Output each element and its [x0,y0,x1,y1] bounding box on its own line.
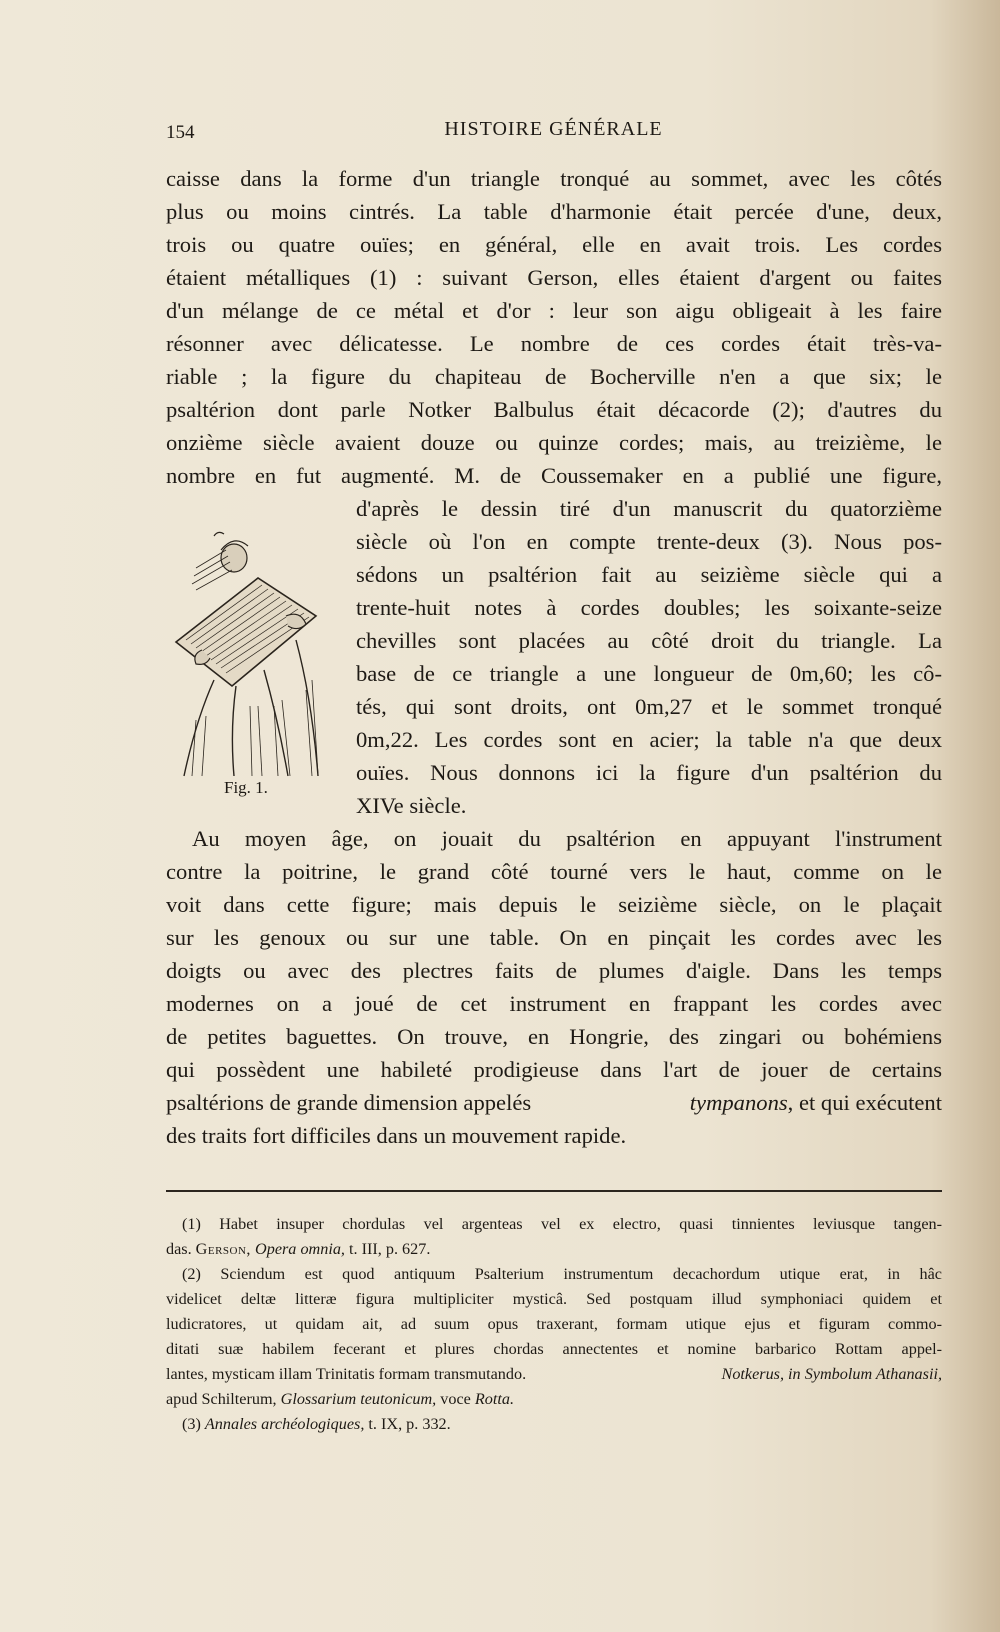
body-text-bottom [166,822,942,1152]
footnote-text: t. III, p. 627. [349,1240,431,1258]
text-line: onzième siècle avaient douze ou quinze cordes; mais, au treizième, le [166,430,942,455]
body-text-top [166,162,942,492]
italic-term: tympanons [689,1090,788,1115]
text-line: plus ou moins cintrés. La table d'harmonie était percée d'une, deux, [166,199,942,224]
text-line: XIVe siècle. [356,793,467,818]
author-name: Gerson, [195,1240,251,1258]
page-number: 154 [166,122,195,143]
text-fragment: psaltérions de grande dimension appelés [166,1090,532,1115]
page-header [166,118,941,148]
text-line: sur les genoux ou sur une table. On en pinçait les cordes avec les [166,925,942,950]
footnote-line: videlicet deltæ litteræ figura multipliciter mysticâ. Sed postquam illud symphoniaci quidem et [166,1290,942,1308]
text-line: caisse dans la forme d'un triangle tronqué au sommet, avec les côtés [166,166,942,191]
footnote-line [166,1412,942,1437]
text-line: qui possèdent une habileté prodigieuse dans l'art de jouer de certains [166,1057,942,1082]
text-line: riable ; la figure du chapiteau de Bocherville n'en a que six; le [166,364,942,389]
text-line: d'un mélange de ce métal et d'or : leur son aigu obligeait à les faire [166,298,942,323]
footnote-line [166,1387,942,1412]
body-text-wrapped [356,492,942,822]
text-line: résonner avec délicatesse. Le nombre de ces cordes était très-va- [166,331,942,356]
footnote-line [166,1362,942,1387]
text-line: étaient métalliques (1) : suivant Gerson, elles étaient d'argent ou faites [166,265,942,290]
footnote-text: lantes, mysticam illam Trinitatis formam transmutando. [166,1365,527,1383]
text-fragment [690,1086,942,1119]
work-title: Rotta. [474,1390,514,1408]
text-line: base de ce triangle a une longueur de 0m,60; les cô- [356,661,942,686]
footnote-line: ludicratores, ut quidam ait, ad suum opus traxerant, formam utique ejus et figuram commo- [166,1315,942,1333]
text-line: doigts ou avec des plectres faits de plumes d'aigle. Dans les temps [166,958,942,983]
work-title: Notkerus, in Symbolum Athanasii, [721,1365,942,1383]
text-line: contre la poitrine, le grand côté tourné vers le haut, comme on le [166,859,942,884]
text-line: tés, qui sont droits, ont 0m,27 et le sommet tronqué [356,694,942,719]
text-line: modernes on a joué de cet instrument en frappant les cordes avec [166,991,942,1016]
work-title: Opera omnia, [255,1240,345,1258]
footnote-line: (2) Sciendum est quod antiquum Psalterium instrumentum decachordum utique erat, in hâc [182,1265,942,1283]
text-fragment: , et qui exécutent [787,1090,942,1115]
footnote-line: (1) Habet insuper chordulas vel argenteas vel ex electro, quasi tinnientes leviusque tangen- [182,1215,942,1233]
text-line: 0m,22. Les cordes sont en acier; la table n'a que deux [356,727,942,752]
text-line: siècle où l'on en compte trente-deux (3). Nous pos- [356,529,942,554]
text-line: voit dans cette figure; mais depuis le seizième siècle, on le plaçait [166,892,942,917]
footnote-text: t. IX, p. 332. [368,1415,451,1433]
footnote-text: voce [440,1390,471,1408]
text-line: trois ou quatre ouïes; en général, elle en avait trois. Les cordes [166,232,942,257]
text-line: chevilles sont placées au côté droit du triangle. La [356,628,942,653]
text-line: Au moyen âge, on jouait du psaltérion en appuyant l'instrument [192,826,942,851]
text-line: des traits fort difficiles dans un mouvement rapide. [166,1123,627,1148]
text-line [166,1086,942,1119]
footnote-text: apud Schilterum, [166,1390,277,1408]
footnote-separator [166,1190,942,1192]
text-line: psaltérion dont parle Notker Balbulus était décacorde (2); d'autres du [166,397,942,422]
text-line: trente-huit notes à cordes doubles; les soixante-seize [356,595,942,620]
footnotes [166,1212,942,1437]
text-line: ouïes. Nous donnons ici la figure d'un psaltérion du [356,760,942,785]
footnote-line: ditati suæ habilem fecerant et plures chordas annectentes et nomine barbarico Rottam appel- [166,1340,942,1358]
work-title: Annales archéologiques, [204,1415,365,1433]
work-title: Glossarium teutonicum, [280,1390,437,1408]
running-title: HISTOIRE GÉNÉRALE [444,118,663,140]
footnote-text: das. [166,1240,192,1258]
figure-caption: Fig. 1. [224,778,268,797]
text-line: nombre en fut augmenté. M. de Coussemaker en a publié une figure, [166,463,942,488]
text-line: sédons un psaltérion fait au seizième siècle qui a [356,562,942,587]
text-line: d'après le dessin tiré d'un manuscrit du quatorzième [356,496,942,521]
psaltery-figure-illustration [166,530,336,780]
footnote-line [166,1237,942,1262]
footnote-text: (3) [182,1415,201,1433]
text-line: de petites baguettes. On trouve, en Hongrie, des zingari ou bohémiens [166,1024,942,1049]
